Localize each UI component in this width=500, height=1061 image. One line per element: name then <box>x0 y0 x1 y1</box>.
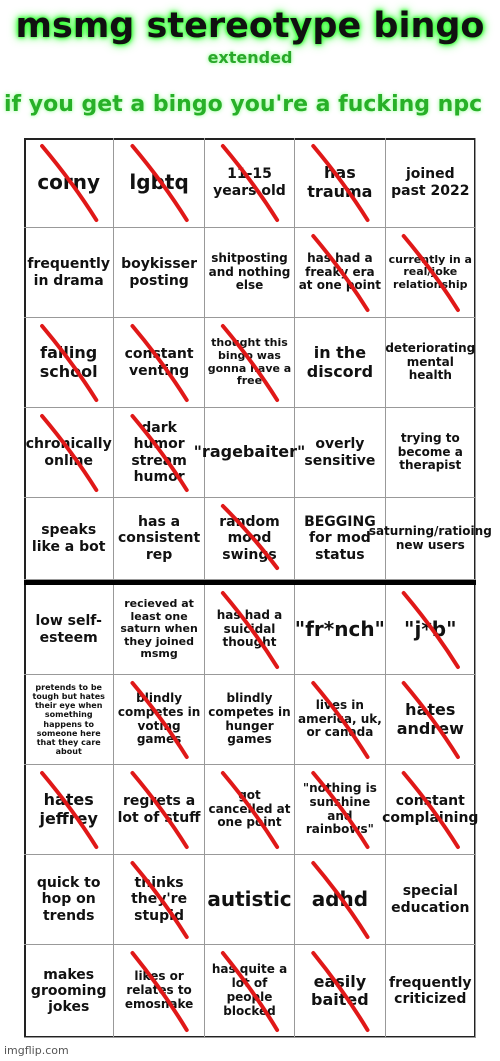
board-divider <box>24 580 476 585</box>
bingo-cell: hates andrew <box>386 675 476 765</box>
bingo-cell: blindly competes in voting games <box>114 675 204 765</box>
bingo-cell: frequently in drama <box>24 228 114 318</box>
bingo-cell: overly sensitive <box>295 408 385 498</box>
bingo-cell: recieved at least one saturn when they joined msmg <box>114 585 204 675</box>
bingo-cell: thinks they're stupid <box>114 855 204 945</box>
bingo-cell: BEGGING for mod status <box>295 498 385 580</box>
bingo-cell: "j*b" <box>386 585 476 675</box>
bingo-cell: quick to hop on trends <box>24 855 114 945</box>
bingo-cell: thought this bingo was gonna have a free <box>205 318 295 408</box>
bingo-cell: adhd <box>295 855 385 945</box>
bingo-cell: makes grooming jokes <box>24 945 114 1038</box>
bingo-cell: regrets a lot of stuff <box>114 765 204 855</box>
bingo-cell: lgbtq <box>114 138 204 228</box>
bingo-cell: autistic <box>205 855 295 945</box>
bingo-cell: special education <box>386 855 476 945</box>
bingo-cell: got cancelled at one point <box>205 765 295 855</box>
bingo-cell: has quite a lot of people blocked <box>205 945 295 1038</box>
bingo-cell: random mood swings <box>205 498 295 580</box>
bingo-cell: "nothing is sunshine and rainbows" <box>295 765 385 855</box>
bingo-cell: joined past 2022 <box>386 138 476 228</box>
bingo-cell: boykisser posting <box>114 228 204 318</box>
bingo-cell: trying to become a therapist <box>386 408 476 498</box>
page-title: msmg stereotype bingo <box>15 6 485 46</box>
bingo-cell: has had a freaky era at one point <box>295 228 385 318</box>
bingo-cell: chronically online <box>24 408 114 498</box>
bingo-cell: in the discord <box>295 318 385 408</box>
bingo-cell: speaks like a bot <box>24 498 114 580</box>
tagline: if you get a bingo you're a fucking npc <box>4 92 483 117</box>
bingo-cell: failing school <box>24 318 114 408</box>
bingo-cell: blindly competes in hunger games <box>205 675 295 765</box>
bingo-cell: constant venting <box>114 318 204 408</box>
bingo-cell: deteriorating mental health <box>386 318 476 408</box>
imgflip-watermark: imgflip.com <box>4 1044 69 1057</box>
bingo-cell: corny <box>24 138 114 228</box>
bingo-cell: has had a suicidal thought <box>205 585 295 675</box>
bingo-cell: has trauma <box>295 138 385 228</box>
bingo-cell: saturning/ratioing new users <box>386 498 476 580</box>
bingo-cell: low self-esteem <box>24 585 114 675</box>
bingo-cell: "fr*nch" <box>295 585 385 675</box>
bingo-cell: constant complaining <box>386 765 476 855</box>
bingo-cell: "ragebaiter" <box>205 408 295 498</box>
page-subtitle: extended <box>207 48 293 67</box>
bingo-cell: frequently criticized <box>386 945 476 1038</box>
bingo-cell: lives in america, uk, or canada <box>295 675 385 765</box>
bingo-cell: has a consistent rep <box>114 498 204 580</box>
bingo-cell: easily baited <box>295 945 385 1038</box>
bingo-cell: 11-15 years old <box>205 138 295 228</box>
bingo-cell: hates jeffrey <box>24 765 114 855</box>
bingo-cell: dark humor stream humor <box>114 408 204 498</box>
bingo-cell: pretends to be tough but hates their eye when something happens to someone here that they care about <box>24 675 114 765</box>
bingo-cell: shitposting and nothing else <box>205 228 295 318</box>
bingo-cell: likes or relates to emosnake <box>114 945 204 1038</box>
bingo-cell: currently in a real/joke relationship <box>386 228 476 318</box>
